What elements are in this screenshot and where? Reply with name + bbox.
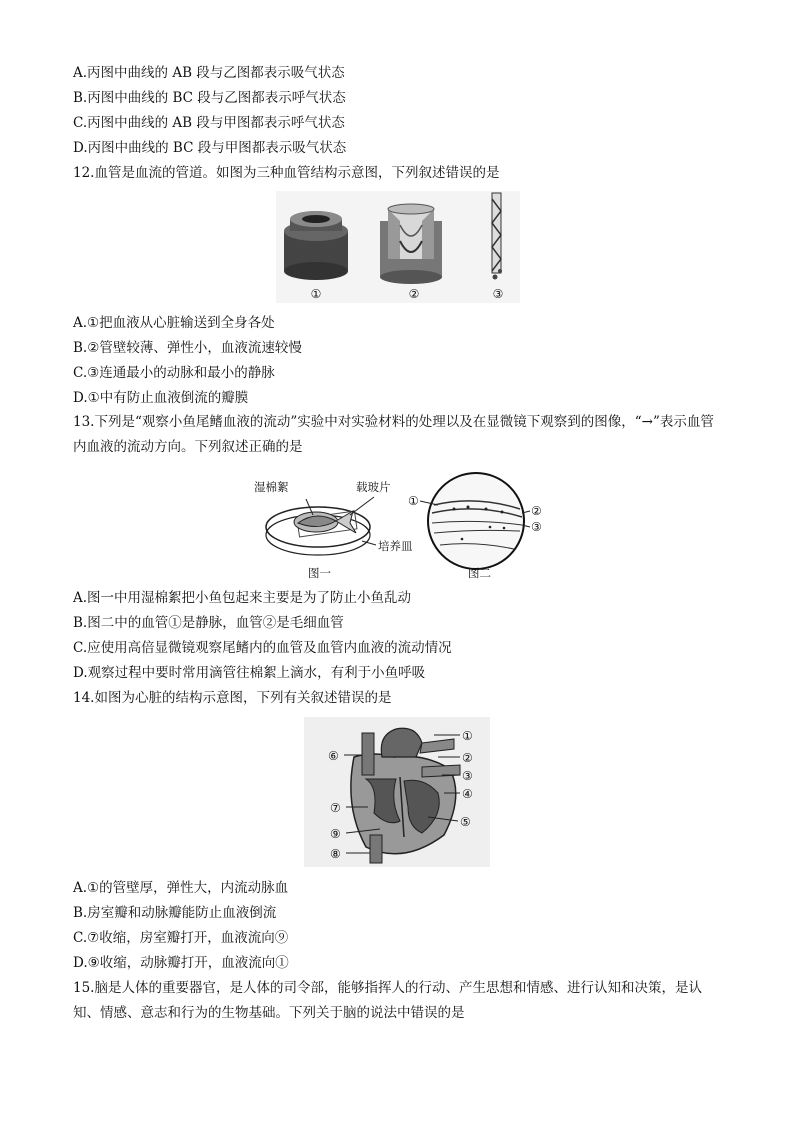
q12-stem: 12.血管是血流的管道。如图为三种血管结构示意图，下列叙述错误的是 bbox=[73, 165, 500, 181]
micro-label-3: ③ bbox=[531, 520, 542, 534]
q13-option-a: A.图一中用湿棉絮把小鱼包起来主要是为了防止小鱼乱动 bbox=[73, 590, 412, 606]
micro-label-1: ① bbox=[408, 494, 419, 508]
q13-stem: 13.下列是“观察小鱼尾鳍血液的流动”实验中对实验材料的处理以及在显微镜下观察到的图像，“→”表示血管内血液的流动方向。下列叙述正确的是 bbox=[73, 414, 714, 455]
q12-option-d: D.①中有防止血液倒流的瓣膜 bbox=[73, 390, 249, 406]
q14-option-c: C.⑦收缩，房室瓣打开，血液流向⑨ bbox=[73, 930, 289, 946]
vein-drawing bbox=[380, 204, 442, 284]
q12-option-c: C.③连通最小的动脉和最小的静脉 bbox=[73, 365, 275, 381]
petri-dish-drawing bbox=[266, 497, 376, 555]
heart-label-8: ⑧ bbox=[330, 847, 341, 861]
q11-option-b: B.丙图中曲线的 BC 段与乙图都表示呼气状态 bbox=[73, 90, 346, 106]
vessel-label-1: ① bbox=[310, 287, 322, 301]
heart-label-9: ⑨ bbox=[330, 827, 341, 841]
q14-option-d: D.⑨收缩，动脉瓣打开，血液流向① bbox=[73, 955, 289, 971]
vessel-label-3: ③ bbox=[492, 287, 504, 301]
q11-option-c: C.丙图中曲线的 AB 段与甲图都表示呼气状态 bbox=[73, 115, 345, 131]
label-wet-cotton: 湿棉絮 bbox=[254, 480, 289, 494]
q14-option-a: A.①的管壁厚，弹性大，内流动脉血 bbox=[73, 880, 289, 896]
heart-label-2: ② bbox=[462, 751, 473, 765]
q14-option-b: B.房室瓣和动脉瓣能防止血液倒流 bbox=[73, 905, 277, 921]
q13-option-c: C.应使用高倍显微镜观察尾鳍内的血管及血管内血液的流动情况 bbox=[73, 640, 452, 656]
fish-tail-experiment-figure bbox=[254, 465, 548, 583]
label-petri-dish: 培养皿 bbox=[378, 539, 413, 553]
vessel-label-2: ② bbox=[408, 287, 420, 301]
heart-label-7: ⑦ bbox=[330, 801, 341, 815]
micro-label-2: ② bbox=[531, 504, 542, 518]
figure1-caption: 图一 bbox=[308, 566, 331, 580]
label-glass-slide: 载玻片 bbox=[356, 480, 391, 494]
q13-option-b: B.图二中的血管①是静脉，血管②是毛细血管 bbox=[73, 615, 344, 631]
q12-option-b: B.②管壁较薄、弹性小，血液流速较慢 bbox=[73, 340, 302, 356]
q15-stem: 15.脑是人体的重要器官，是人体的司令部，能够指挥人的行动、产生思想和情感、进行认知和决策，是认知、情感、意志和行为的生物基础。下列关于脑的说法中错误的是 bbox=[73, 980, 702, 1021]
heart-label-3: ③ bbox=[462, 769, 473, 783]
q12-option-a: A.①把血液从心脏输送到全身各处 bbox=[73, 315, 275, 331]
capillary-drawing bbox=[492, 193, 502, 280]
heart-label-5: ⑤ bbox=[460, 815, 471, 829]
blood-vessel-figure bbox=[276, 191, 520, 303]
artery-drawing bbox=[284, 211, 348, 280]
heart-label-1: ① bbox=[462, 729, 473, 743]
q14-stem: 14.如图为心脏的结构示意图，下列有关叙述错误的是 bbox=[73, 690, 392, 706]
heart-structure-figure bbox=[304, 717, 490, 867]
microscope-view-drawing bbox=[420, 473, 530, 569]
heart-label-6: ⑥ bbox=[328, 749, 339, 763]
q11-option-d: D.丙图中曲线的 BC 段与甲图都表示吸气状态 bbox=[73, 140, 347, 156]
q13-option-d: D.观察过程中要时常用滴管往棉絮上滴水，有利于小鱼呼吸 bbox=[73, 665, 426, 681]
heart-label-4: ④ bbox=[462, 787, 473, 801]
figure2-caption: 图二 bbox=[468, 566, 491, 580]
q11-option-a: A.丙图中曲线的 AB 段与乙图都表示吸气状态 bbox=[73, 65, 345, 81]
